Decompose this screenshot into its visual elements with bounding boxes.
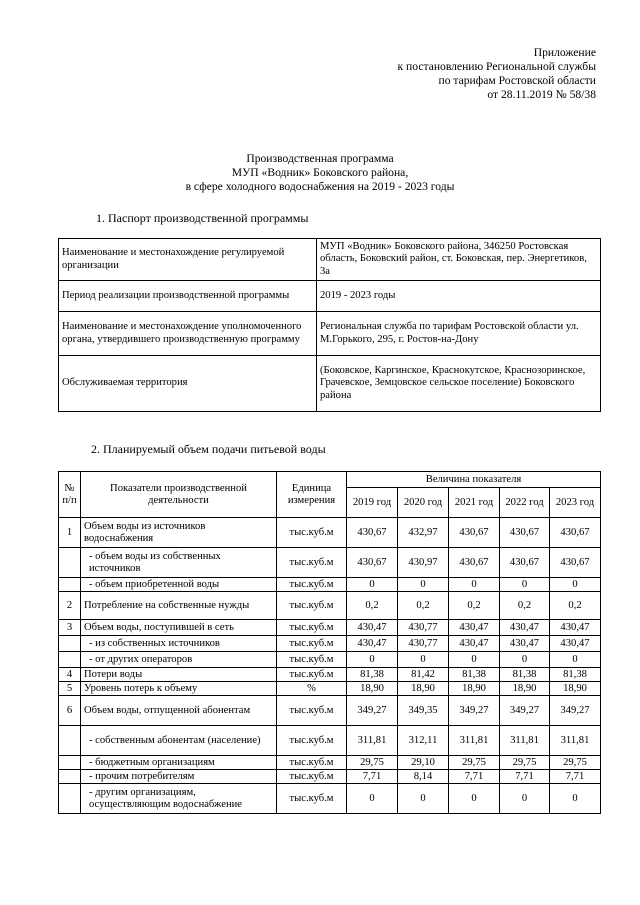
row-value: 430,47 — [500, 636, 550, 652]
row-value: 29,10 — [398, 756, 449, 770]
row-value: 432,97 — [398, 518, 449, 548]
row-num: 4 — [59, 668, 81, 682]
row-num — [59, 652, 81, 668]
row-label: - другим организациям, осуществляющим водоснабжение — [81, 784, 277, 814]
header-unit: Единица измерения — [277, 472, 347, 518]
table-row — [59, 770, 601, 784]
table-row — [59, 668, 601, 682]
row-value: 430,67 — [500, 518, 550, 548]
row-unit: тыс.куб.м — [277, 770, 347, 784]
row-value: 81,38 — [347, 668, 398, 682]
row-value: 7,71 — [449, 770, 500, 784]
row-unit: тыс.куб.м — [277, 696, 347, 726]
row-value: 81,38 — [449, 668, 500, 682]
row-value: 7,71 — [500, 770, 550, 784]
row-label: Потери воды — [81, 668, 277, 682]
row-value: 0 — [347, 652, 398, 668]
header-year: 2022 год — [500, 488, 550, 518]
row-label: - собственным абонентам (население) — [81, 726, 277, 756]
table-row — [59, 548, 601, 578]
plan-table-body — [59, 518, 601, 814]
document-title — [0, 152, 640, 194]
passport-row — [59, 239, 601, 281]
row-value: 349,27 — [449, 696, 500, 726]
row-value: 430,67 — [500, 548, 550, 578]
row-value: 0 — [500, 784, 550, 814]
row-value: 349,27 — [550, 696, 601, 726]
appendix-line-2: к постановлению Региональной службы — [397, 60, 596, 73]
row-num — [59, 726, 81, 756]
header-year: 2023 год — [550, 488, 601, 518]
passport-label: Наименование и местонахождение регулируемой организации — [59, 239, 317, 281]
row-num: 3 — [59, 620, 81, 636]
row-num — [59, 578, 81, 592]
passport-value: (Боковское, Каргинское, Краснокутское, Краснозоринское, Грачевское, Земцовское сельское поселение) Боковского района — [317, 356, 601, 412]
row-value: 0,2 — [347, 592, 398, 620]
row-label: Объем воды, отпущенной абонентам — [81, 696, 277, 726]
row-num: 5 — [59, 682, 81, 696]
table-row — [59, 578, 601, 592]
row-value: 349,27 — [347, 696, 398, 726]
header-value-group: Величина показателя — [347, 472, 601, 488]
row-value: 430,77 — [398, 620, 449, 636]
title-line-3: в сфере холодного водоснабжения на 2019 - 2023 годы — [185, 180, 455, 193]
row-num: 6 — [59, 696, 81, 726]
appendix-line-1: Приложение — [533, 46, 596, 59]
table-row — [59, 652, 601, 668]
row-value: 312,11 — [398, 726, 449, 756]
row-value: 0,2 — [449, 592, 500, 620]
row-value: 18,90 — [347, 682, 398, 696]
row-num — [59, 756, 81, 770]
row-value: 430,77 — [398, 636, 449, 652]
row-value: 430,97 — [398, 548, 449, 578]
table-row — [59, 696, 601, 726]
row-value: 311,81 — [550, 726, 601, 756]
row-value: 0,2 — [398, 592, 449, 620]
table-row — [59, 682, 601, 696]
row-label: Объем воды из источников водоснабжения — [81, 518, 277, 548]
passport-table — [58, 238, 601, 412]
row-value: 430,47 — [449, 620, 500, 636]
row-unit: тыс.куб.м — [277, 592, 347, 620]
row-value: 430,67 — [449, 548, 500, 578]
row-unit: % — [277, 682, 347, 696]
row-unit: тыс.куб.м — [277, 620, 347, 636]
row-value: 0 — [347, 784, 398, 814]
row-value: 430,67 — [347, 548, 398, 578]
row-value: 430,67 — [550, 548, 601, 578]
row-unit: тыс.куб.м — [277, 636, 347, 652]
passport-label: Наименование и местонахождение уполномоченного органа, утвердившего производственную программу — [59, 312, 317, 356]
row-value: 81,38 — [500, 668, 550, 682]
passport-row — [59, 312, 601, 356]
row-value: 0 — [500, 652, 550, 668]
row-unit: тыс.куб.м — [277, 668, 347, 682]
header-year: 2019 год — [347, 488, 398, 518]
row-label: - бюджетным организациям — [81, 756, 277, 770]
row-num — [59, 636, 81, 652]
row-value: 18,90 — [500, 682, 550, 696]
passport-row — [59, 281, 601, 312]
passport-value: Региональная служба по тарифам Ростовской области ул. М.Горького, 295, г. Ростов-на-Дону — [317, 312, 601, 356]
table-row — [59, 592, 601, 620]
row-value: 430,67 — [550, 518, 601, 548]
appendix-block — [398, 46, 597, 102]
row-value: 0 — [449, 578, 500, 592]
appendix-line-3: по тарифам Ростовской области — [438, 74, 596, 87]
row-value: 7,71 — [347, 770, 398, 784]
row-value: 8,14 — [398, 770, 449, 784]
header-year: 2020 год — [398, 488, 449, 518]
row-value: 311,81 — [347, 726, 398, 756]
row-value: 18,90 — [398, 682, 449, 696]
passport-label: Период реализации производственной программы — [59, 281, 317, 312]
plan-table — [58, 471, 601, 814]
header-year: 2021 год — [449, 488, 500, 518]
row-value: 29,75 — [500, 756, 550, 770]
row-num — [59, 784, 81, 814]
row-value: 349,27 — [500, 696, 550, 726]
passport-label: Обслуживаемая территория — [59, 356, 317, 412]
row-value: 0 — [449, 652, 500, 668]
row-value: 81,42 — [398, 668, 449, 682]
row-value: 0 — [550, 652, 601, 668]
row-value: 349,35 — [398, 696, 449, 726]
row-value: 0 — [347, 578, 398, 592]
row-value: 0 — [500, 578, 550, 592]
passport-value: 2019 - 2023 годы — [317, 281, 601, 312]
row-unit: тыс.куб.м — [277, 784, 347, 814]
row-num — [59, 548, 81, 578]
row-value: 7,71 — [550, 770, 601, 784]
table-row — [59, 620, 601, 636]
appendix-line-4: от 28.11.2019 № 58/38 — [487, 88, 596, 101]
row-label: Объем воды, поступившей в сеть — [81, 620, 277, 636]
row-value: 0 — [398, 652, 449, 668]
row-value: 29,75 — [449, 756, 500, 770]
row-value: 81,38 — [550, 668, 601, 682]
row-num — [59, 770, 81, 784]
row-label: - объем воды из собственных источников — [81, 548, 277, 578]
table-row — [59, 518, 601, 548]
row-value: 430,67 — [449, 518, 500, 548]
row-label: Потребление на собственные нужды — [81, 592, 277, 620]
row-value: 0 — [398, 784, 449, 814]
row-num: 1 — [59, 518, 81, 548]
row-unit: тыс.куб.м — [277, 548, 347, 578]
title-line-1: Производственная программа — [246, 152, 394, 165]
row-unit: тыс.куб.м — [277, 756, 347, 770]
row-unit: тыс.куб.м — [277, 518, 347, 548]
row-value: 0 — [550, 784, 601, 814]
table-row — [59, 756, 601, 770]
row-num: 2 — [59, 592, 81, 620]
row-value: 0,2 — [550, 592, 601, 620]
row-label: - от других операторов — [81, 652, 277, 668]
row-value: 311,81 — [500, 726, 550, 756]
table-row — [59, 784, 601, 814]
row-value: 430,67 — [347, 518, 398, 548]
row-label: - объем приобретенной воды — [81, 578, 277, 592]
row-value: 0 — [449, 784, 500, 814]
row-value: 430,47 — [550, 620, 601, 636]
row-value: 29,75 — [347, 756, 398, 770]
row-value: 430,47 — [449, 636, 500, 652]
row-value: 18,90 — [449, 682, 500, 696]
row-value: 311,81 — [449, 726, 500, 756]
passport-row — [59, 356, 601, 412]
row-unit: тыс.куб.м — [277, 578, 347, 592]
header-num: № п/п — [59, 472, 81, 518]
row-label: Уровень потерь к объему — [81, 682, 277, 696]
row-label: - прочим потребителям — [81, 770, 277, 784]
row-value: 430,47 — [500, 620, 550, 636]
row-value: 0 — [550, 578, 601, 592]
row-value: 29,75 — [550, 756, 601, 770]
row-value: 430,47 — [550, 636, 601, 652]
row-value: 18,90 — [550, 682, 601, 696]
row-value: 430,47 — [347, 620, 398, 636]
passport-value: МУП «Водник» Боковского района, 346250 Ростовская область, Боковский район, ст. Боковская, пер. Энергетиков, 3а — [317, 239, 601, 281]
row-unit: тыс.куб.м — [277, 652, 347, 668]
section-1-heading: 1. Паспорт производственной программы — [96, 211, 309, 225]
row-value: 430,47 — [347, 636, 398, 652]
section-2-heading: 2. Планируемый объем подачи питьевой воды — [91, 442, 326, 456]
table-row — [59, 636, 601, 652]
row-unit: тыс.куб.м — [277, 726, 347, 756]
table-row — [59, 726, 601, 756]
row-label: - из собственных источников — [81, 636, 277, 652]
title-line-2: МУП «Водник» Боковского района, — [231, 166, 409, 179]
row-value: 0,2 — [500, 592, 550, 620]
header-indicator: Показатели производственной деятельности — [81, 472, 277, 518]
row-value: 0 — [398, 578, 449, 592]
